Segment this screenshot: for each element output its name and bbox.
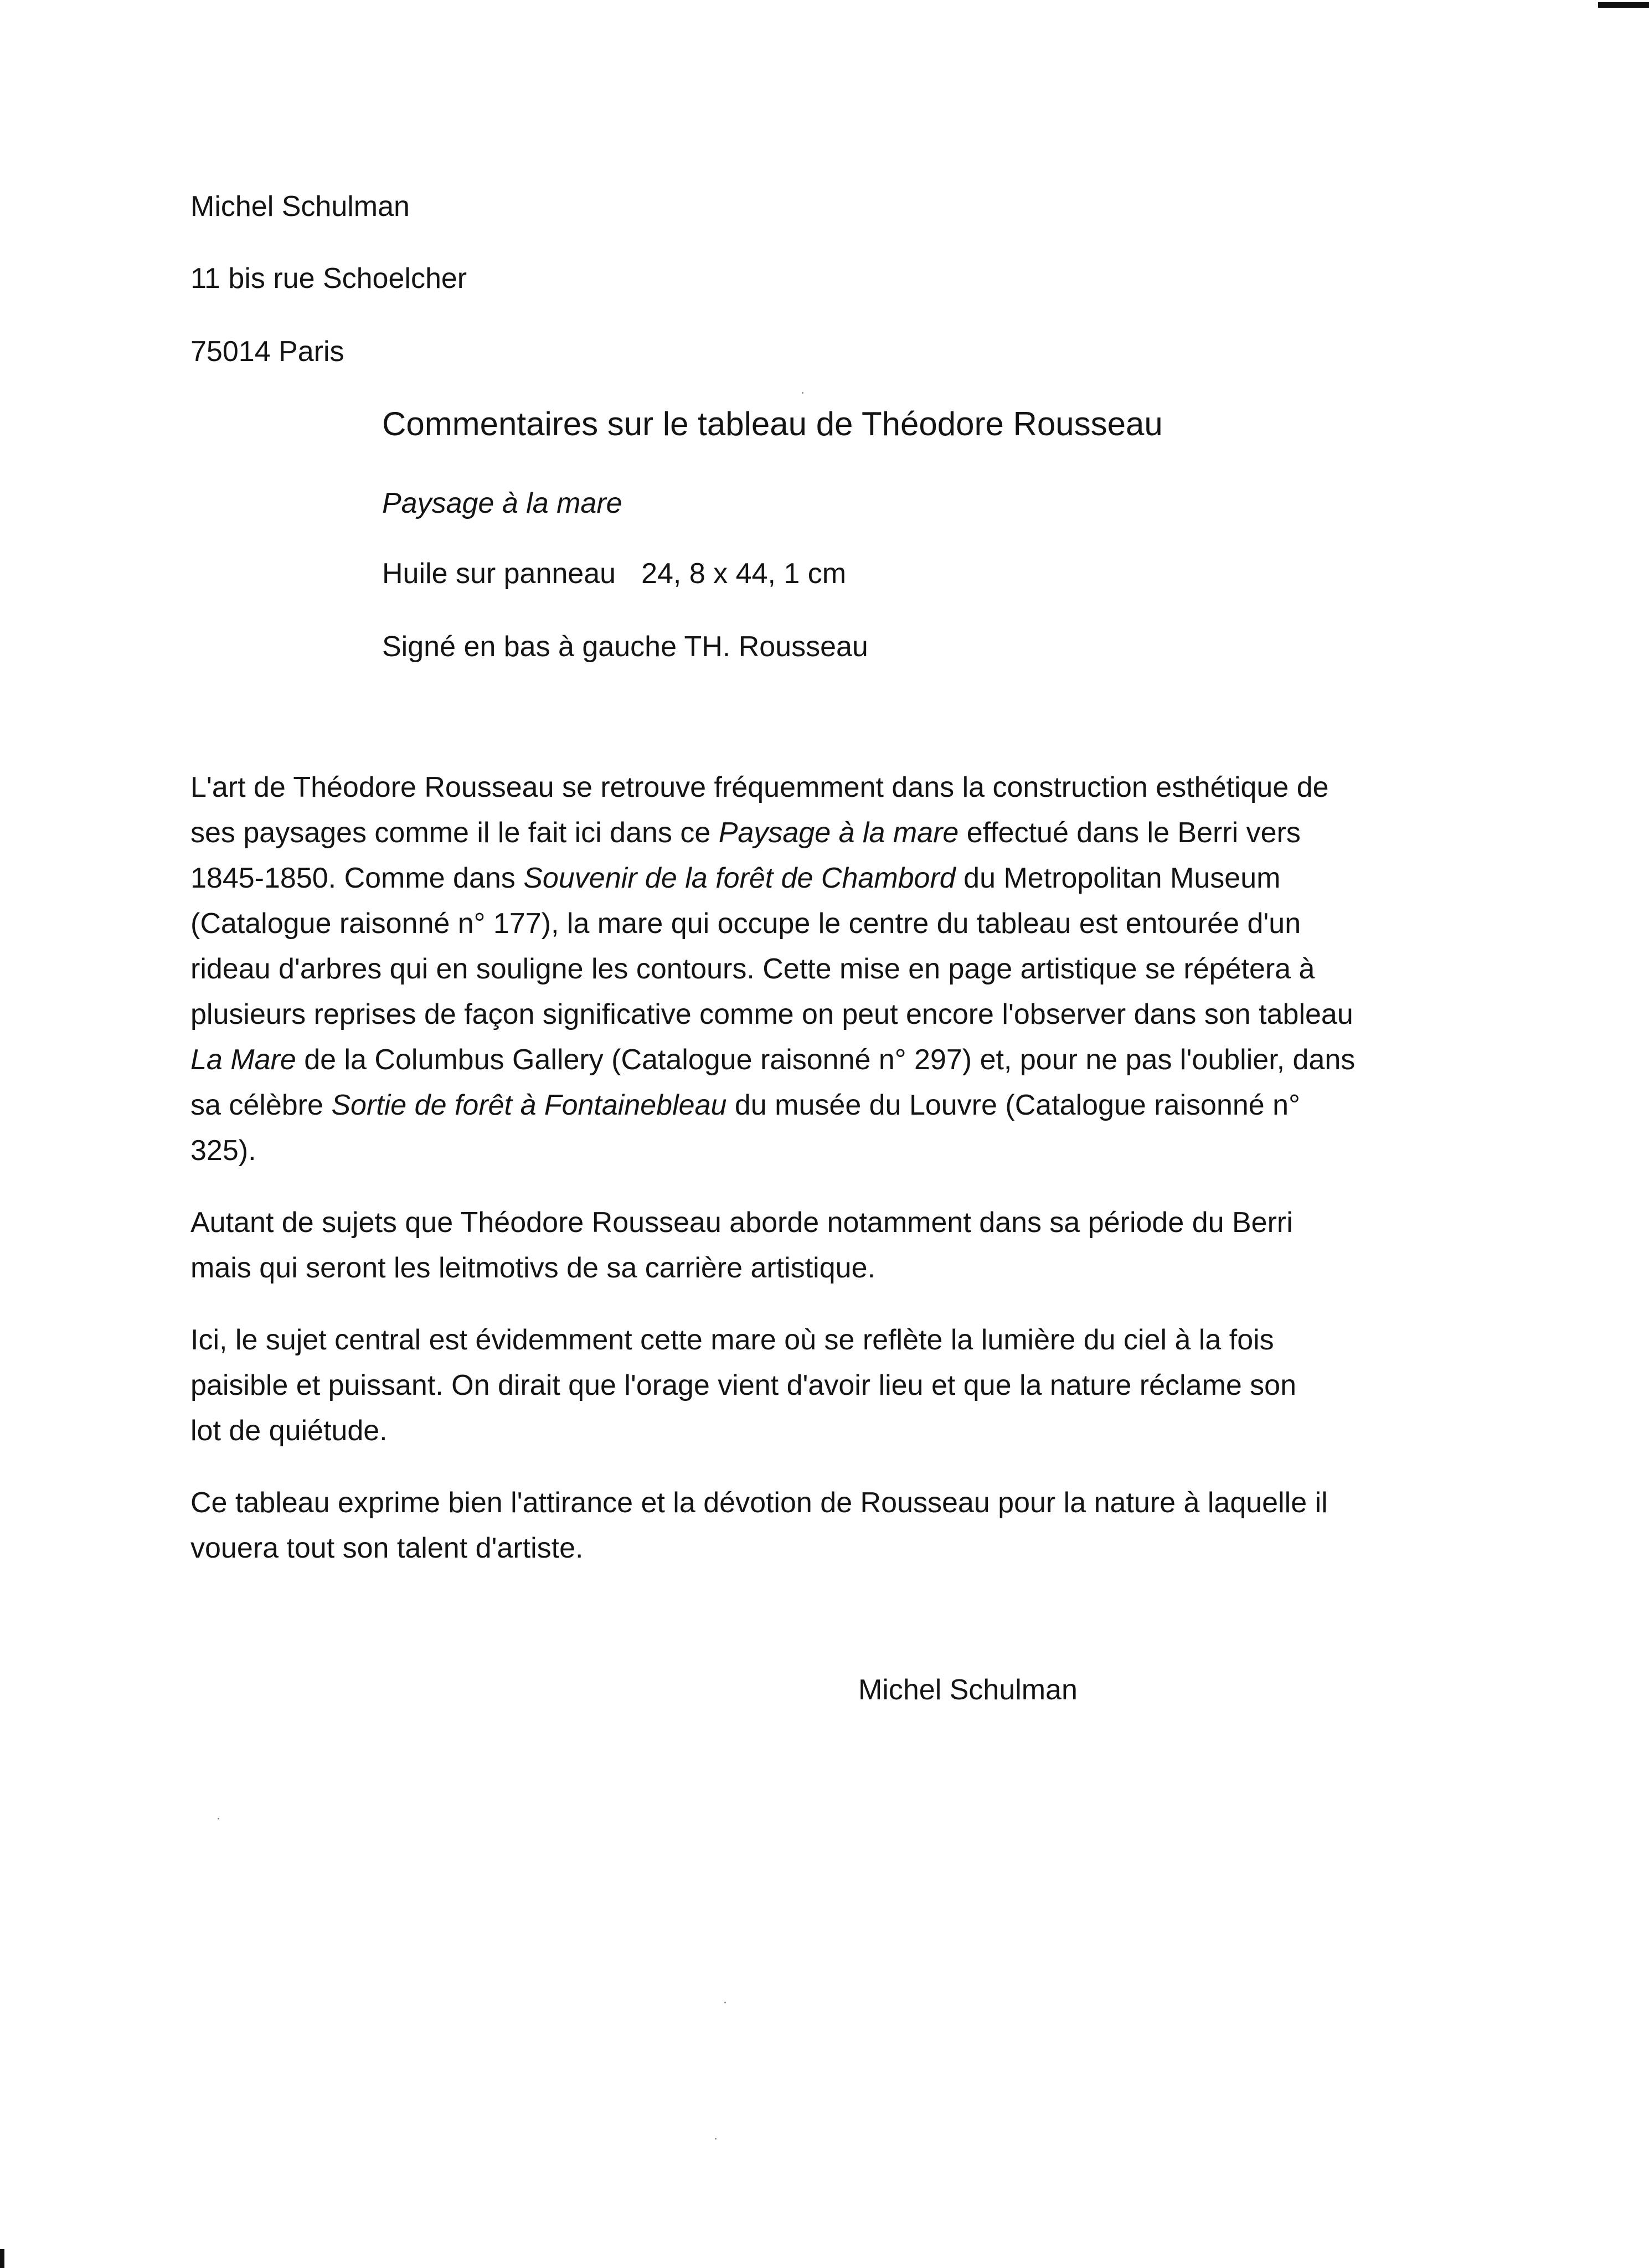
scan-speck: [218, 1818, 219, 1819]
para4-line1: Ce tableau exprime bien l'attirance et la dévotion de Rousseau pour la nature à laquelle il: [190, 1487, 1328, 1519]
text-run: ses paysages comme il le fait ici dans ce: [190, 817, 719, 849]
text-run: du musée du Louvre (Catalogue raisonné n°: [726, 1089, 1300, 1121]
document-title: Commentaires sur le tableau de Théodore Rousseau: [382, 405, 1163, 442]
para2-line1: Autant de sujets que Théodore Rousseau aborde notamment dans sa période du Berri: [190, 1207, 1293, 1239]
scan-speck: [724, 2002, 726, 2003]
medium-line: [382, 559, 846, 588]
text-run: du Metropolitan Museum: [955, 862, 1281, 894]
work-reference: La Mare: [190, 1044, 296, 1076]
closing-signature: Michel Schulman: [858, 1674, 1078, 1706]
para1-line1: L'art de Théodore Rousseau se retrouve fréquemment dans la construction esthétique de: [190, 771, 1329, 803]
sender-city: 75014 Paris: [190, 336, 344, 368]
para1-line2: [190, 818, 1301, 847]
work-reference: Paysage à la mare: [718, 817, 959, 849]
text-run: de la Columbus Gallery (Catalogue raisonné n° 297) et, pour ne pas l'oublier, dans: [296, 1044, 1356, 1076]
para3-line3: lot de quiétude.: [190, 1415, 388, 1447]
para1-line6: plusieurs reprises de façon significative comme on peut encore l'observer dans son tableau: [190, 998, 1353, 1030]
para1-line4: (Catalogue raisonné n° 177), la mare qui occupe le centre du tableau est entourée d'un: [190, 908, 1301, 940]
scan-speck: [802, 392, 803, 394]
medium: Huile sur panneau: [382, 558, 616, 590]
text-run: sa célèbre: [190, 1089, 332, 1121]
sender-street: 11 bis rue Schoelcher: [190, 262, 467, 295]
para1-line8: [190, 1091, 1300, 1120]
work-reference: Souvenir de la forêt de Chambord: [523, 862, 956, 894]
text-run: 1845-1850. Comme dans: [190, 862, 524, 894]
scan-edge-mark-top: [1598, 2, 1649, 8]
para3-line1: Ici, le sujet central est évidemment cette mare où se reflète la lumière du ciel à la fois: [190, 1324, 1274, 1356]
text-run: effectué dans le Berri vers: [959, 817, 1301, 849]
para3-line2: paisible et puissant. On dirait que l'orage vient d'avoir lieu et que la nature réclame son: [190, 1369, 1297, 1401]
para1-line7: [190, 1045, 1355, 1074]
work-reference: Sortie de forêt à Fontainebleau: [331, 1089, 727, 1121]
scan-speck: [715, 2138, 717, 2140]
signature-note: Signé en bas à gauche TH. Rousseau: [382, 631, 868, 663]
para4-line2: vouera tout son talent d'artiste.: [190, 1532, 584, 1564]
work-title: Paysage à la mare: [382, 487, 622, 519]
para1-line3: [190, 864, 1280, 893]
scan-edge-mark-bottom: [0, 2249, 4, 2268]
para1-line5: rideau d'arbres qui en souligne les contours. Cette mise en page artistique se répétera à: [190, 953, 1315, 985]
para1-line9: 325).: [190, 1135, 256, 1167]
dimensions: 24, 8 x 44, 1 cm: [641, 558, 847, 590]
para2-line2: mais qui seront les leitmotivs de sa carrière artistique.: [190, 1252, 875, 1284]
sender-name: Michel Schulman: [190, 190, 410, 223]
